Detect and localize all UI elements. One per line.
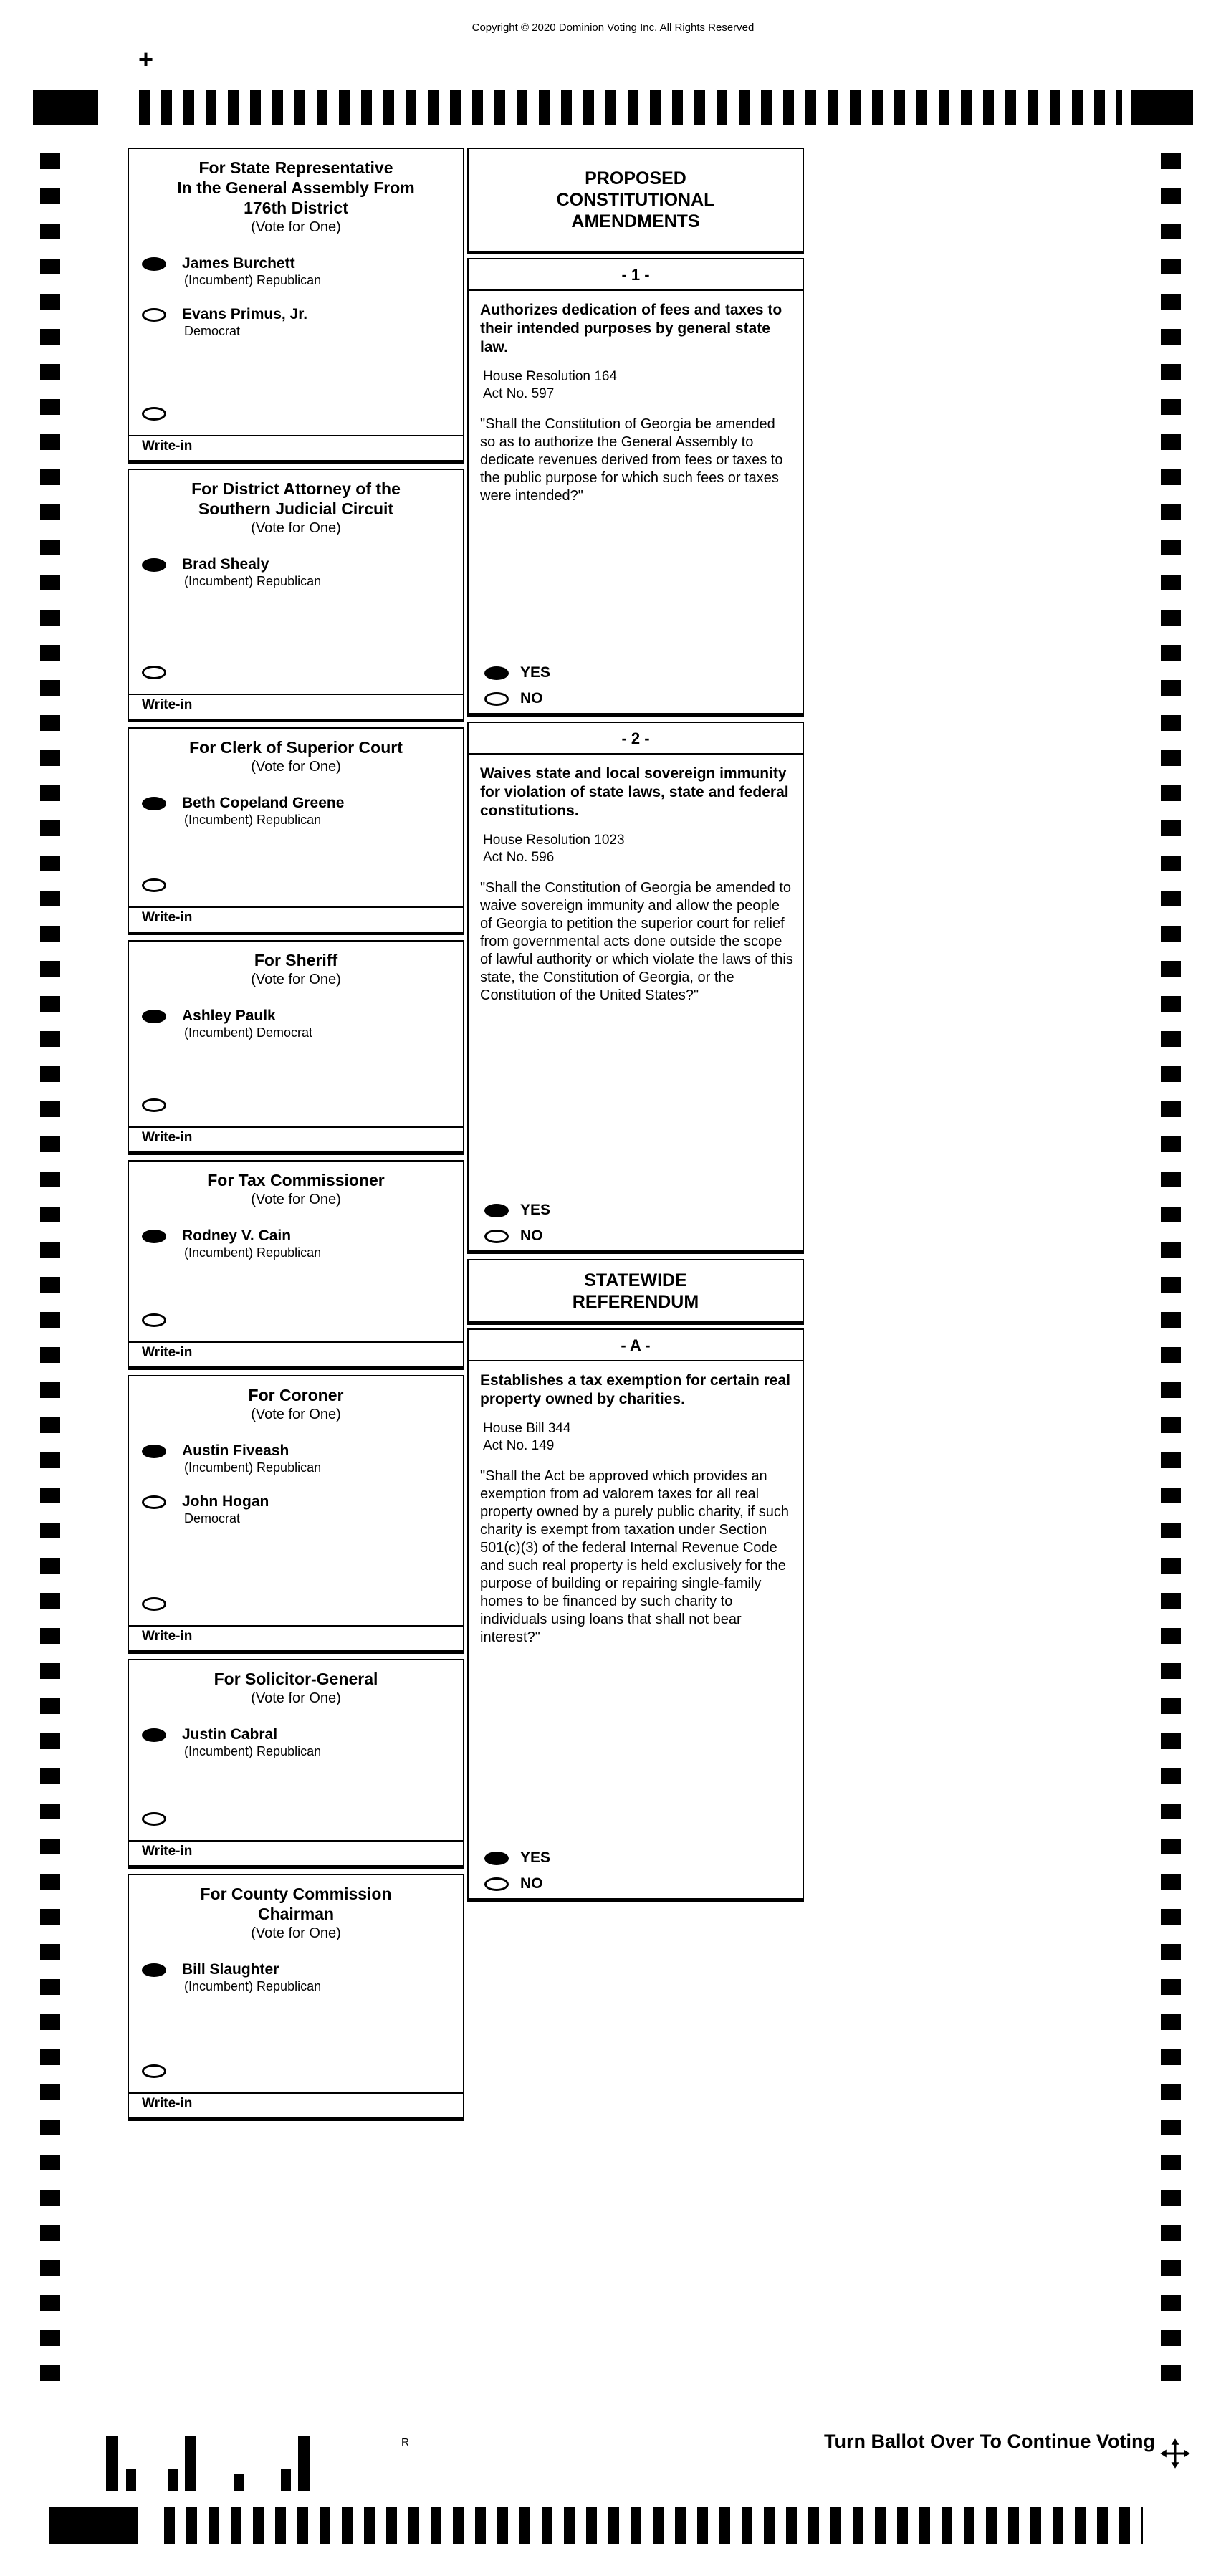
yes-choice [469, 1849, 803, 1867]
write-in-bubble[interactable] [142, 1812, 166, 1826]
candidate-row [129, 1007, 463, 1040]
candidate-row [129, 1442, 463, 1475]
ballot-id-marks [106, 2436, 310, 2491]
vote-instruction: (Vote for One) [251, 759, 341, 775]
write-in-section [129, 2062, 463, 2117]
measure-amendment-1 [467, 258, 804, 717]
measure-question: "Shall the Constitution of Georgia be amended to waive sovereign immunity and allow the people of Georgia to petition the superior court for relief from governmental acts done outside the scope of lawful authority or which violate the laws of this state, the Constitution of Georgia, or the Constitution of the United States?" [480, 880, 793, 1003]
candidate-row [129, 1725, 463, 1759]
timing-marks-bottom [164, 2507, 1143, 2544]
registration-plus-mark: + [138, 44, 154, 74]
timing-marks-left [40, 153, 60, 2398]
measure-choices [469, 1193, 803, 1250]
yes-choice [469, 664, 803, 681]
timing-marks-right [1161, 153, 1181, 2398]
measure-number: - 1 - [469, 259, 803, 291]
vote-instruction: (Vote for One) [251, 972, 341, 987]
measure-references: House Resolution 1023 Act No. 596 [483, 833, 625, 865]
contest-title: For Clerk of Superior Court [189, 738, 403, 757]
write-in-label: Write-in [142, 439, 193, 454]
candidate-name: James Burchett [182, 255, 295, 272]
measure-question: "Shall the Constitution of Georgia be amended so as to authorize the General Assembly to dedicate revenues derived from fees or taxes to the public purpose for which such fees or taxes were intended?" [480, 416, 783, 504]
write-in-bubble[interactable] [142, 878, 166, 892]
contest-solicitor-general [128, 1659, 464, 1869]
contest-sheriff [128, 940, 464, 1155]
corner-mark: R [401, 2436, 409, 2448]
vote-bubble[interactable] [142, 1010, 166, 1023]
candidate-detail: (Incumbent) Republican [184, 1245, 322, 1260]
write-in-label: Write-in [142, 697, 193, 712]
no-label: NO [520, 690, 543, 707]
candidate-row [129, 254, 463, 288]
candidate-row [129, 1960, 463, 1994]
no-label: NO [520, 1227, 543, 1244]
measure-choices [469, 656, 803, 713]
write-in-section [129, 1594, 463, 1650]
copyright-line: Copyright © 2020 Dominion Voting Inc. All Rights Reserved [471, 21, 755, 34]
write-in-bubble[interactable] [142, 1313, 166, 1327]
measure-summary: Establishes a tax exemption for certain real property owned by charities. [480, 1372, 791, 1407]
yes-bubble[interactable] [484, 1852, 509, 1865]
write-in-section [129, 1809, 463, 1865]
write-in-label: Write-in [142, 1345, 193, 1360]
yes-label: YES [520, 664, 551, 681]
yes-bubble[interactable] [484, 666, 509, 680]
measure-references: House Resolution 164 Act No. 597 [483, 369, 617, 401]
no-choice [469, 690, 803, 707]
candidate-name: Bill Slaughter [182, 1961, 279, 1978]
write-in-section [129, 663, 463, 719]
candidate-name: Justin Cabral [182, 1726, 278, 1743]
write-in-bubble[interactable] [142, 1098, 166, 1112]
candidate-detail: Democrat [184, 1511, 241, 1526]
timing-block-bottom-left [49, 2507, 138, 2544]
measure-number: - A - [469, 1330, 803, 1361]
vote-instruction: (Vote for One) [251, 219, 341, 235]
candidate-row [129, 1493, 463, 1526]
yes-bubble[interactable] [484, 1204, 509, 1217]
candidate-detail: (Incumbent) Republican [184, 1979, 322, 1993]
contest-state-representative [128, 148, 464, 464]
contest-title: For Tax Commissioner [207, 1171, 385, 1189]
write-in-label: Write-in [142, 910, 193, 925]
candidate-detail: (Incumbent) Republican [184, 813, 322, 827]
contest-column [128, 148, 464, 2126]
turn-ballot-over-text: Turn Ballot Over To Continue Voting [824, 2431, 1155, 2452]
vote-bubble[interactable] [142, 1495, 166, 1509]
registration-cross-icon [1159, 2438, 1191, 2473]
vote-bubble[interactable] [142, 308, 166, 322]
write-in-bubble[interactable] [142, 666, 166, 679]
candidate-detail: (Incumbent) Republican [184, 1460, 322, 1475]
candidate-name: Brad Shealy [182, 556, 269, 573]
measure-references: House Bill 344 Act No. 149 [483, 1421, 571, 1453]
contest-title: For District Attorney of the Southern Judicial Circuit [191, 479, 401, 518]
timing-block-top-right [1131, 90, 1193, 125]
candidate-row [129, 305, 463, 339]
timing-marks-top [139, 90, 1122, 125]
contest-clerk-superior-court [128, 727, 464, 935]
vote-bubble[interactable] [142, 797, 166, 810]
measure-referendum-a [467, 1328, 804, 1902]
candidate-name: Rodney V. Cain [182, 1227, 292, 1244]
candidate-detail: (Incumbent) Republican [184, 273, 322, 287]
vote-instruction: (Vote for One) [251, 1690, 341, 1706]
write-in-bubble[interactable] [142, 407, 166, 421]
write-in-label: Write-in [142, 1629, 193, 1644]
contest-district-attorney [128, 469, 464, 722]
contest-title: For County Commission Chairman [200, 1885, 392, 1923]
no-label: NO [520, 1875, 543, 1892]
candidate-detail: Democrat [184, 324, 241, 338]
candidate-detail: (Incumbent) Democrat [184, 1025, 313, 1040]
candidate-row [129, 1227, 463, 1260]
yes-label: YES [520, 1849, 551, 1866]
measure-summary: Waives state and local sovereign immunity for violation of state laws, state and federal constitutions. [480, 765, 789, 819]
candidate-detail: (Incumbent) Republican [184, 574, 322, 588]
referendum-header-box: STATEWIDE REFERENDUM [467, 1259, 804, 1325]
no-choice [469, 1875, 803, 1892]
candidate-name: John Hogan [182, 1493, 269, 1510]
measure-amendment-2 [467, 722, 804, 1254]
candidate-name: Austin Fiveash [182, 1442, 289, 1459]
vote-bubble[interactable] [142, 558, 166, 572]
vote-instruction: (Vote for One) [251, 520, 341, 536]
write-in-section [129, 1311, 463, 1366]
vote-bubble[interactable] [142, 1728, 166, 1742]
write-in-section [129, 1096, 463, 1151]
candidate-row [129, 555, 463, 589]
measure-choices [469, 1841, 803, 1898]
candidate-name: Beth Copeland Greene [182, 795, 345, 811]
write-in-section [129, 876, 463, 932]
candidate-detail: (Incumbent) Republican [184, 1744, 322, 1758]
write-in-label: Write-in [142, 1130, 193, 1145]
candidate-name: Ashley Paulk [182, 1007, 276, 1024]
write-in-bubble[interactable] [142, 2064, 166, 2078]
yes-label: YES [520, 1202, 551, 1218]
vote-bubble[interactable] [142, 257, 166, 271]
contest-title: For State Representative In the General Assembly From 176th District [177, 158, 415, 217]
timing-block-top-left [33, 90, 98, 125]
no-bubble[interactable] [484, 1230, 509, 1243]
vote-instruction: (Vote for One) [251, 1407, 341, 1422]
contest-title: For Sheriff [254, 951, 338, 969]
write-in-label: Write-in [142, 1844, 193, 1859]
measures-column [467, 148, 804, 1907]
contest-tax-commissioner [128, 1160, 464, 1370]
candidate-name: Evans Primus, Jr. [182, 306, 308, 322]
candidate-row [129, 794, 463, 828]
contest-coroner [128, 1375, 464, 1654]
no-bubble[interactable] [484, 692, 509, 706]
write-in-bubble[interactable] [142, 1597, 166, 1611]
contest-title: For Coroner [248, 1386, 344, 1404]
vote-bubble[interactable] [142, 1230, 166, 1243]
yes-choice [469, 1202, 803, 1219]
vote-bubble[interactable] [142, 1963, 166, 1977]
measure-summary: Authorizes dedication of fees and taxes to their intended purposes by general state law. [480, 302, 782, 355]
no-choice [469, 1227, 803, 1245]
no-bubble[interactable] [484, 1877, 509, 1891]
write-in-section [129, 404, 463, 460]
vote-instruction: (Vote for One) [251, 1925, 341, 1941]
amendments-header-box: PROPOSED CONSTITUTIONAL AMENDMENTS [467, 148, 804, 254]
write-in-label: Write-in [142, 2096, 193, 2111]
measure-question: "Shall the Act be approved which provides an exemption from ad valorem taxes for all real property owned by a purely public charity, if such charity is exempt from taxation under Section 501(c)(3) of the federal Internal Revenue Code and such real property is held exclusively for the purpose of building or repairing single-family homes to be financed by such charity to individuals using loans that shall not bear interest?" [480, 1468, 789, 1645]
contest-title: For Solicitor-General [214, 1670, 378, 1688]
contest-county-commission-chairman [128, 1874, 464, 2121]
measure-number: - 2 - [469, 723, 803, 755]
vote-bubble[interactable] [142, 1445, 166, 1458]
vote-instruction: (Vote for One) [251, 1192, 341, 1207]
